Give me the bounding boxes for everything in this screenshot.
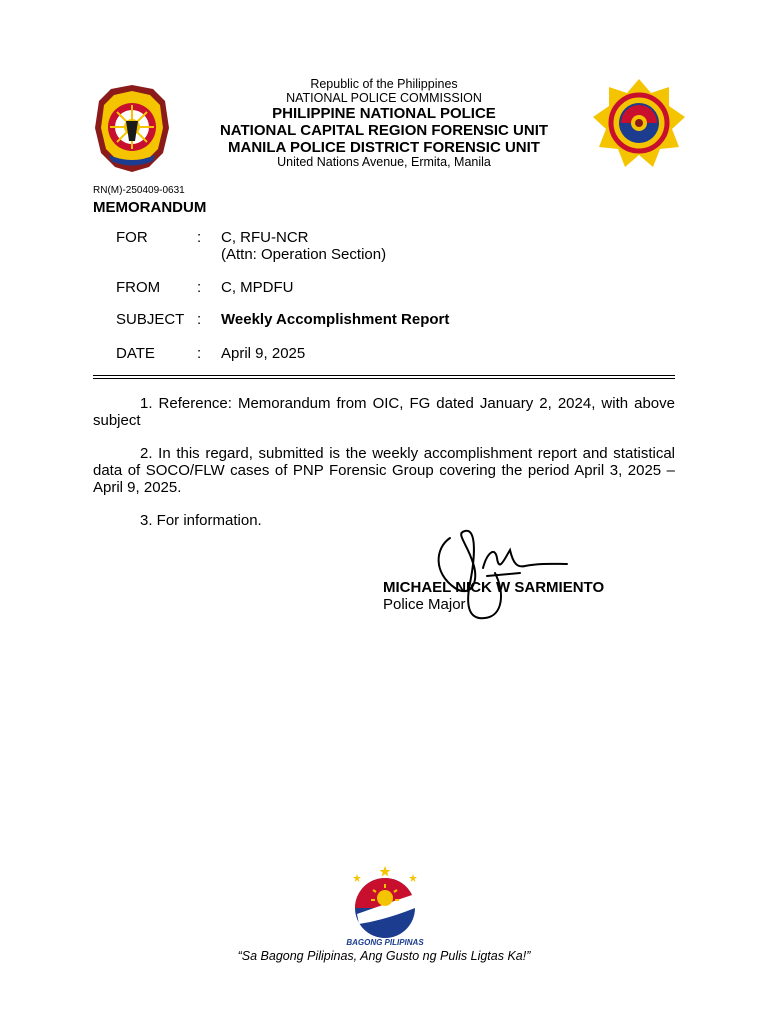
field-colon: :	[197, 345, 202, 362]
bagong-pilipinas-logo-icon	[343, 864, 427, 938]
field-value-subject: Weekly Accomplishment Report	[221, 311, 450, 328]
header-ncr-forensic-unit: NATIONAL CAPITAL REGION FORENSIC UNIT	[219, 122, 549, 139]
field-value-for: C, RFU-NCR	[221, 229, 309, 246]
divider-line	[93, 378, 675, 379]
paragraph-reference: 1. Reference: Memorandum from OIC, FG dated January 2, 2024, with above subject	[93, 395, 675, 429]
field-value-for-attn: (Attn: Operation Section)	[221, 246, 387, 263]
field-colon: :	[197, 229, 202, 246]
field-colon: :	[197, 279, 202, 296]
paragraph-information: 3. For information.	[140, 512, 262, 529]
paragraph-submission: 2. In this regard, submitted is the weekly accomplishment report and statistical data of SOCO/FLW cases of PNP Forensic Group covering the period April 3, 2025 – April 9, 2025.	[93, 445, 675, 496]
bagong-pilipinas-label: BAGONG PILIPINAS	[346, 938, 424, 947]
header-mpd-forensic-unit: MANILA POLICE DISTRICT FORENSIC UNIT	[228, 139, 540, 156]
field-label-subject: SUBJECT	[116, 311, 185, 328]
signatory-rank: Police Major	[383, 596, 466, 613]
field-value-from: C, MPDFU	[221, 279, 294, 296]
signatory-name: MICHAEL NICK W SARMIENTO	[383, 579, 605, 596]
field-colon: :	[197, 311, 202, 328]
reference-number: RN(M)-250409-0631	[93, 185, 185, 196]
memo-title: MEMORANDUM	[93, 199, 207, 216]
field-value-date: April 9, 2025	[221, 345, 306, 362]
header-address: United Nations Avenue, Ermita, Manila	[277, 155, 491, 169]
footer-slogan: “Sa Bagong Pilipinas, Ang Gusto ng Pulis Ligtas Ka!”	[237, 949, 531, 963]
field-label-for: FOR	[116, 229, 148, 246]
header-napolcom: NATIONAL POLICE COMMISSION	[286, 91, 482, 105]
field-label-from: FROM	[116, 279, 161, 296]
divider-line	[93, 375, 675, 376]
header-pnp: PHILIPPINE NATIONAL POLICE	[272, 105, 496, 122]
field-label-date: DATE	[116, 345, 155, 362]
header-republic: Republic of the Philippines	[310, 77, 458, 91]
